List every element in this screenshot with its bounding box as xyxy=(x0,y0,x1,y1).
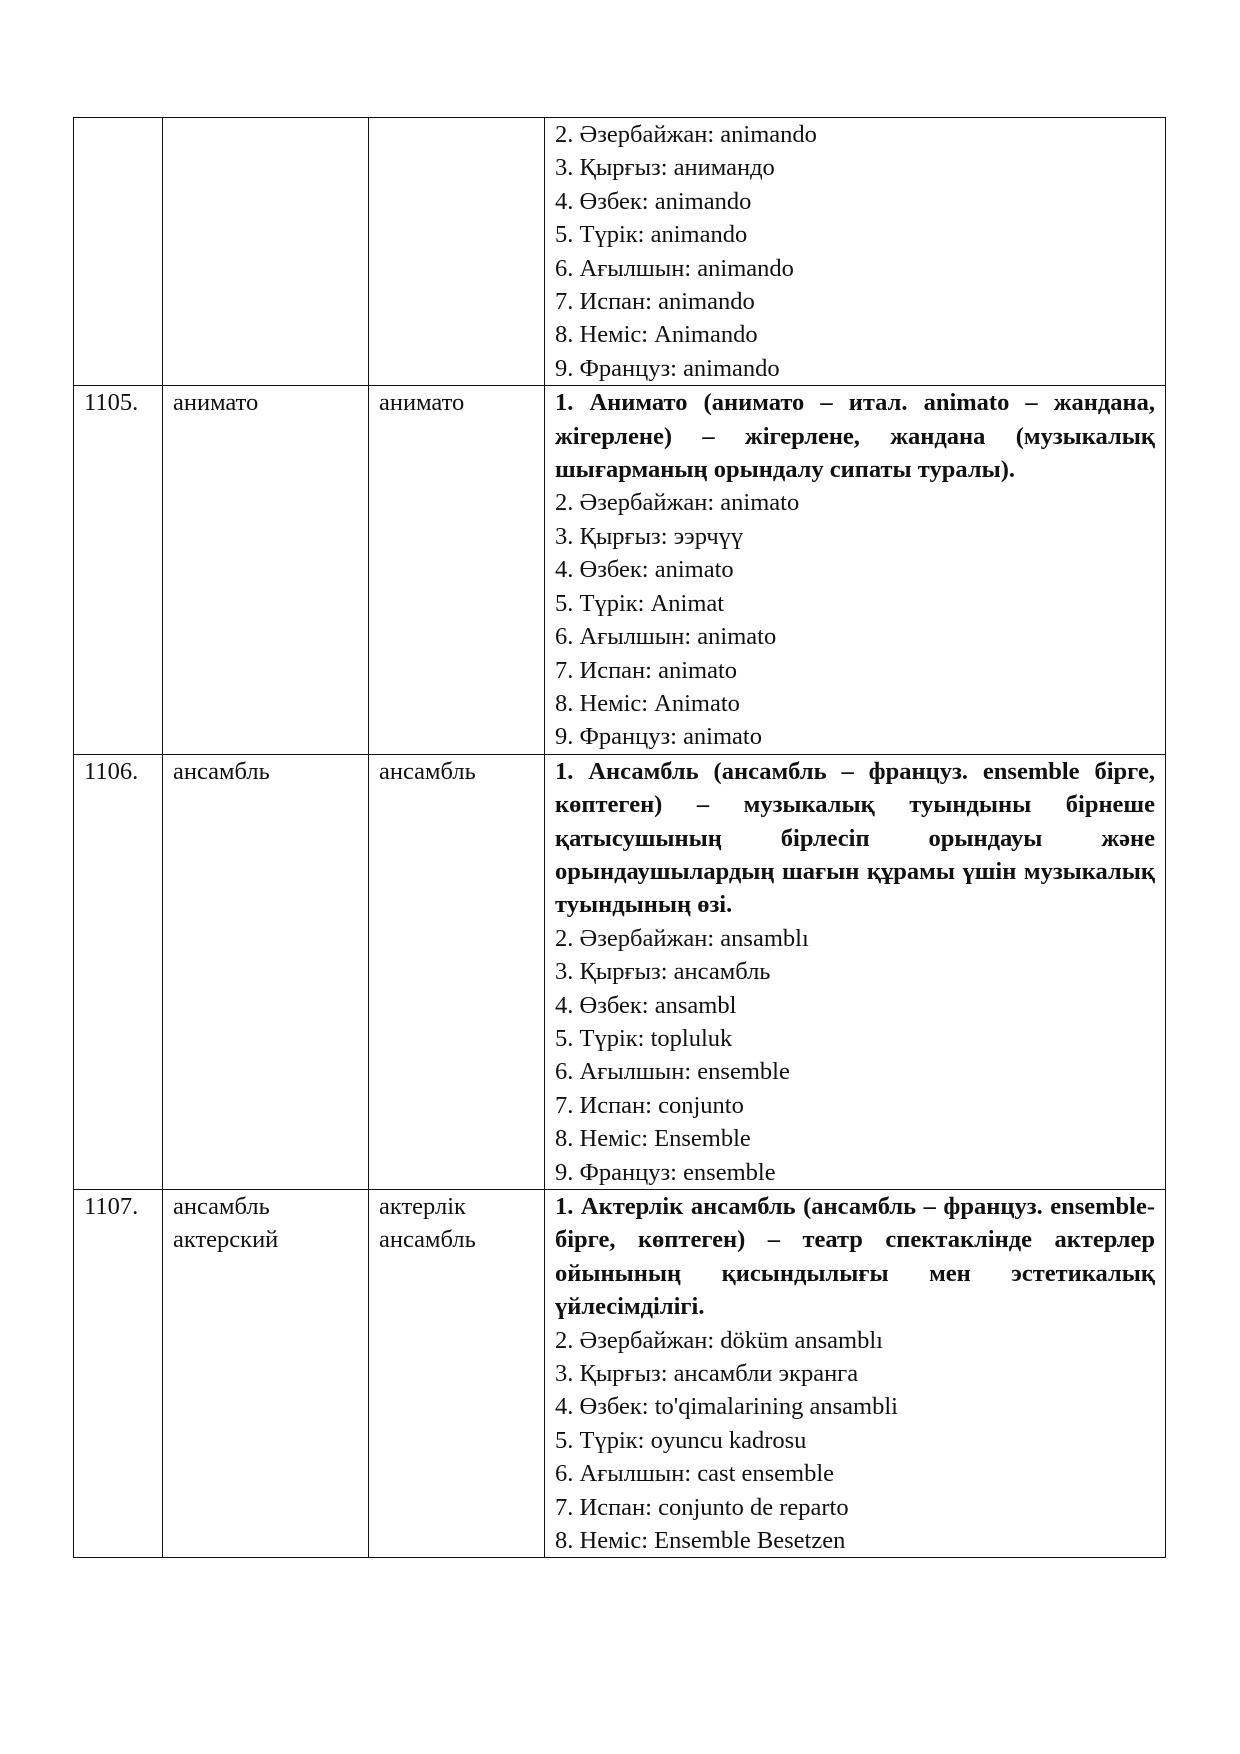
entry-number: 1106. xyxy=(74,754,163,1189)
translation-line: 7. Испан: animato xyxy=(555,656,738,684)
definition-cell xyxy=(545,1190,1166,1558)
translation-line: 8. Неміс: Ensemble xyxy=(555,1125,751,1153)
translation-line: 2. Әзербайжан: ansamblı xyxy=(555,924,809,952)
entry-number: 1105. xyxy=(74,386,163,754)
kazakh-term: анимато xyxy=(369,386,545,754)
russian-term: ансамбль актерский xyxy=(163,1190,369,1558)
translation-line: 2. Әзербайжан: animando xyxy=(555,121,817,148)
kazakh-term: актерлік ансамбль xyxy=(369,1190,545,1558)
russian-term: ансамбль xyxy=(163,754,369,1189)
definition-cell xyxy=(545,386,1166,754)
translation-line: 7. Испан: conjunto de reparto xyxy=(555,1493,849,1521)
translation-line: 6. Ағылшын: ensemble xyxy=(555,1058,790,1086)
definition-cell xyxy=(545,754,1166,1189)
translation-line: 4. Өзбек: animato xyxy=(555,556,734,584)
table-row xyxy=(74,754,1166,1189)
translation-line: 5. Түрік: oyuncu kadrosu xyxy=(555,1426,807,1454)
translation-line: 3. Қырғыз: ансамбль xyxy=(555,958,771,986)
kazakh-term xyxy=(369,118,545,386)
translation-line: 8. Неміс: Animato xyxy=(555,689,740,717)
translation-line: 9. Француз: animando xyxy=(555,354,780,382)
translation-line: 9. Француз: ensemble xyxy=(555,1158,776,1186)
kazakh-term: ансамбль xyxy=(369,754,545,1189)
translation-line: 6. Ағылшын: animato xyxy=(555,623,777,651)
translation-line: 7. Испан: animando xyxy=(555,288,755,316)
translation-line: 8. Неміс: Ensemble Besetzen xyxy=(555,1527,846,1555)
russian-term xyxy=(163,118,369,386)
translation-line: 8. Неміс: Animando xyxy=(555,321,758,349)
translation-line: 3. Қырғыз: ансамбли экранга xyxy=(555,1360,859,1388)
translation-line: 6. Ағылшын: animando xyxy=(555,254,794,282)
translation-line: 7. Испан: conjunto xyxy=(555,1091,744,1119)
definition-cell xyxy=(545,118,1166,386)
entry-number: 1107. xyxy=(74,1190,163,1558)
translation-line: 5. Түрік: animando xyxy=(555,221,748,249)
dictionary-table xyxy=(73,117,1166,1558)
translation-line: 3. Қырғыз: ээрчүү xyxy=(555,522,744,550)
translation-line: 9. Француз: animato xyxy=(555,723,762,751)
table-row xyxy=(74,118,1166,386)
translation-line: 4. Өзбек: ansambl xyxy=(555,991,737,1019)
table-row xyxy=(74,1190,1166,1558)
definition-text: 1. Анимато (анимато – итал. animato – жандана, жігерлене) – жігерлене, жандана (музыкалық шығарманың орындалу сипаты туралы). xyxy=(555,389,1155,484)
translation-line: 2. Әзербайжан: animato xyxy=(555,489,800,517)
definition-text: 1. Актерлік ансамбль (ансамбль – француз. ensemble-бірге, көптеген) – театр спектаклінде актерлер ойынының қисындылығы мен эстетикалық үйлесімділігі. xyxy=(555,1193,1155,1321)
translation-line: 5. Түрік: topluluk xyxy=(555,1024,733,1052)
translation-line: 3. Қырғыз: анимандо xyxy=(555,154,775,182)
translation-line: 6. Ағылшын: cast ensemble xyxy=(555,1460,835,1488)
translation-line: 2. Әзербайжан: döküm ansamblı xyxy=(555,1326,883,1354)
table-row xyxy=(74,386,1166,754)
translation-line: 4. Өзбек: to'qimalarining ansambli xyxy=(555,1393,898,1421)
translation-line: 4. Өзбек: animando xyxy=(555,187,752,215)
definition-text: 1. Ансамбль (ансамбль – француз. ensemble бірге, көптеген) – музыкалық туындыны бірнеше қатысушының бірлесіп орындауы және орындаушылардың шағын құрамы үшін музыкалық туындының өзі. xyxy=(555,757,1155,919)
russian-term: анимато xyxy=(163,386,369,754)
entry-number xyxy=(74,118,163,386)
translation-line: 5. Түрік: Animat xyxy=(555,589,725,617)
